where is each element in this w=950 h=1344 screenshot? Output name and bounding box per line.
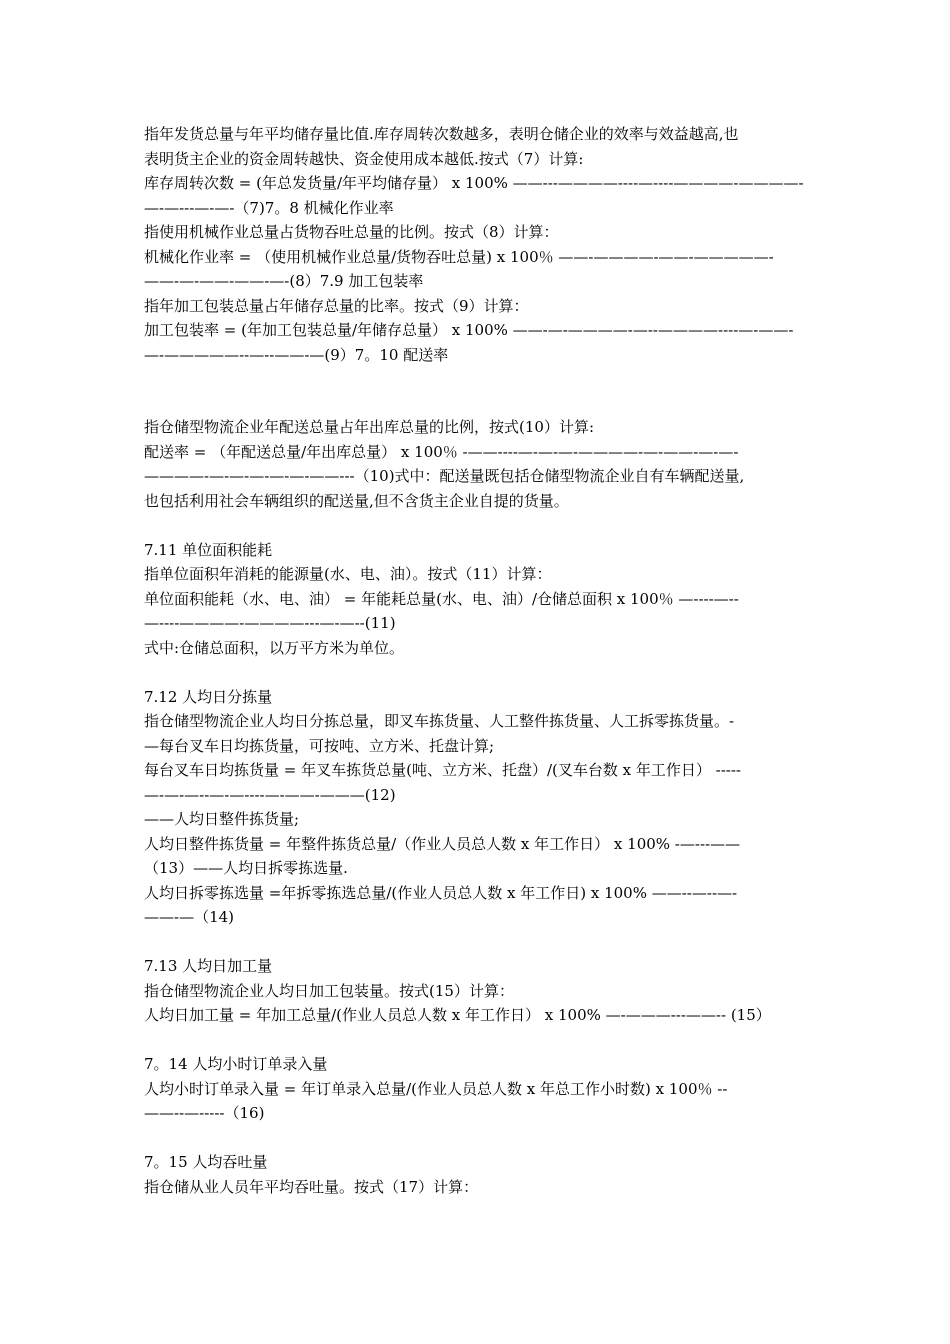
text-line: 式中:仓储总面积，以万平方米为单位。 <box>144 638 405 657</box>
formula-line: 加工包装率 = (年加工包装总量/年储存总量） x 100% ——-—-————-—--————----—-——- <box>144 321 794 339</box>
text-line: ——人均日整件拣货量; <box>144 810 300 828</box>
formula-line: 人均小时订单录入量 = 年订单录入总量/(作业人员总人数 x 年总工作小时数) x 100％ -- <box>144 1079 728 1098</box>
formula-line: ————-—-—-—-—-—-——---（10)式中：配送量既包括仓储型物流企业自有车辆配送量, <box>144 467 745 485</box>
text-line: 表明货主企业的资金周转越快、资金使用成本越低.按式（7）计算: <box>144 149 584 168</box>
formula-line: 人均日拆零拣选量 =年拆零拣选总量/(作业人员总人数 x 年工作日) x 100% ——--—--—- <box>144 883 738 902</box>
text-line: 指单位面积年消耗的能源量(水、电、油）。按式（11）计算： <box>144 565 552 583</box>
text-line: 指使用机械作业总量占货物吞吐总量的比例。按式（8）计算： <box>144 223 559 241</box>
text-line: 指年加工包装总量占年储存总量的比率。按式（9）计算： <box>144 296 529 315</box>
text-line: —每台叉车日均拣货量，可按吨、立方米、托盘计算; <box>144 736 495 755</box>
formula-line: 每台叉车日均拣货量 = 年叉车拣货总量(吨、立方米、托盘）/(叉车台数 x 年工作日） ----- <box>144 761 741 779</box>
text-line: 指仓储型物流企业人均日加工包装量。按式(15）计算： <box>144 981 514 1000</box>
formula-line: ——-—-——-——-—-(8）7.9 加工包装率 <box>144 272 424 290</box>
formula-line: —----————-————---—-—--(11) <box>144 614 396 632</box>
text-line: 也包括利用社会车辆组织的配送量,但不含货主企业自提的货量。 <box>144 491 569 510</box>
formula-line: 配送率 = （年配送总量/年出库总量） x 100％ -——----—-—-—-————-—-——-—-—- <box>144 442 739 461</box>
formula-line: 库存周转次数 = (年总发货量/年平均储存量） x 100% ——---————----—----————-————- <box>144 174 804 192</box>
text-line: 指仓储从业人员年平均吞吐量。按式（17）计算： <box>144 1177 479 1196</box>
formula-line: —-—-—--—-—----—-——-———(12) <box>144 785 396 804</box>
paragraph-gap <box>144 930 816 955</box>
formula-line: 机械化作业率 = （使用机械作业总量/货物吞吐总量) x 100％ ——-————-——-—————- <box>144 247 774 266</box>
paragraph-gap <box>144 1126 816 1151</box>
formula-line: （13）——人均日拆零拣选量. <box>144 859 348 877</box>
section-heading: 7.11 单位面积能耗 <box>144 540 273 559</box>
formula-line: —-—————--—--——-—(9）7。10 配送率 <box>144 345 449 364</box>
formula-line: ——--—-----（16) <box>144 1104 265 1122</box>
section-heading: 7.12 人均日分拣量 <box>144 687 273 706</box>
text-line: 指仓储型物流企业人均日分拣总量，即叉车拣货量、人工整件拣货量、人工拆零拣货量。- <box>144 712 735 730</box>
paragraph-gap <box>144 367 816 415</box>
formula-line: —-—---—-—-（7)7。8 机械化作业率 <box>144 198 394 217</box>
section-heading: 7。14 人均小时订单录入量 <box>144 1055 328 1073</box>
paragraph-gap <box>144 660 816 685</box>
text-line: 指仓储型物流企业年配送总量占年出库总量的比例，按式(10）计算: <box>144 418 594 436</box>
paragraph-gap <box>144 513 816 538</box>
paragraph-gap <box>144 1028 816 1053</box>
formula-line: 单位面积能耗（水、电、油） = 年能耗总量(水、电、油）/仓储总面积 x 100％ —----—-- <box>144 589 739 608</box>
formula-line: 人均日整件拣货量 = 年整件拣货总量/（作业人员总人数 x 年工作日） x 100% -—---—— <box>144 834 741 853</box>
section-heading: 7。15 人均吞吐量 <box>144 1153 268 1171</box>
formula-line: ——-—（14) <box>144 908 235 926</box>
formula-line: 人均日加工量 = 年加工总量/(作业人员总人数 x 年工作日） x 100% —-———---——-- (15） <box>144 1006 771 1024</box>
document-page <box>144 122 816 1199</box>
section-heading: 7.13 人均日加工量 <box>144 957 273 975</box>
text-line: 指年发货总量与年平均储存量比值.库存周转次数越多，表明仓储企业的效率与效益越高,也 <box>144 125 739 143</box>
